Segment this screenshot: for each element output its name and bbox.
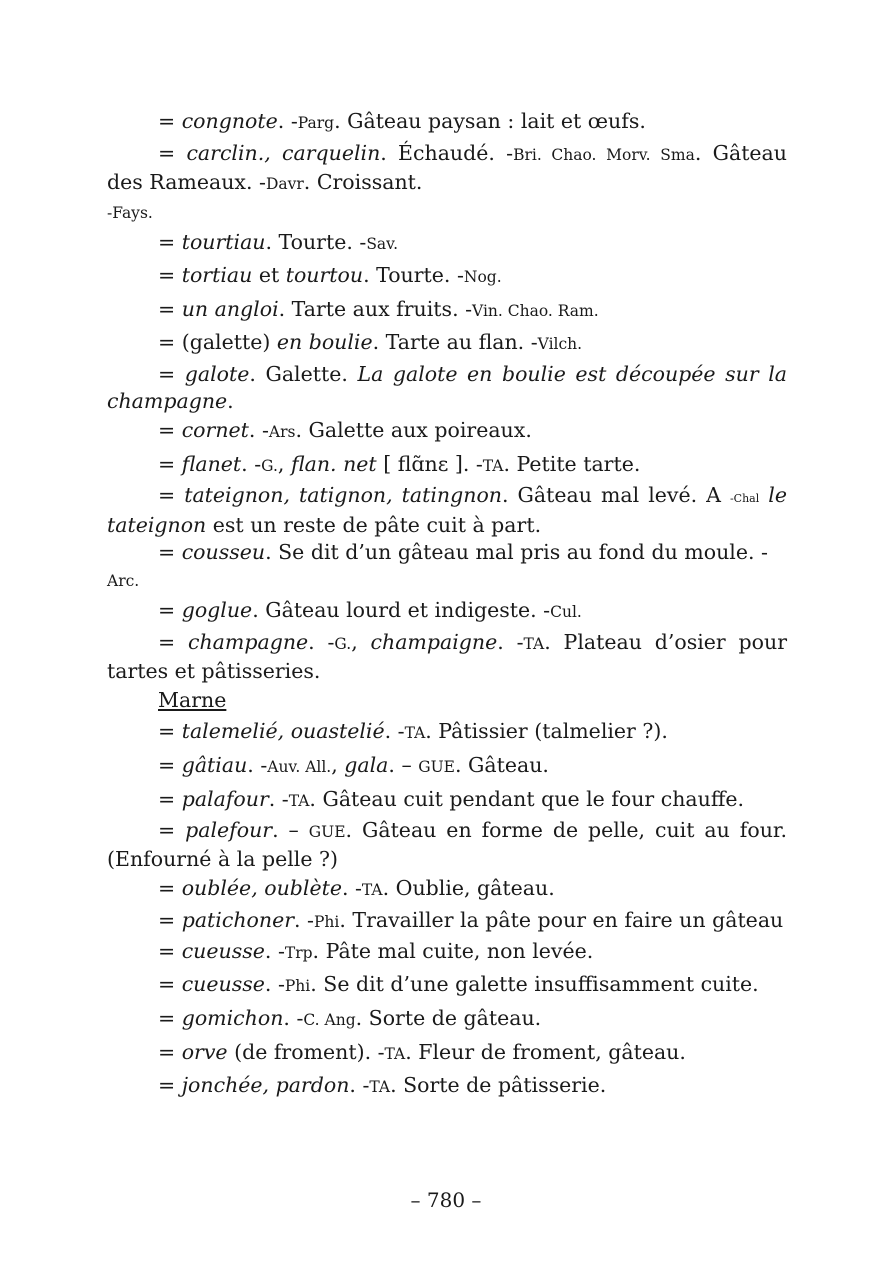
entry-tortiau: = tortiau et tourtou. Tourte. -Nog. (158, 263, 502, 288)
entry-jonchee: = jonchée, pardon. -TA. Sorte de pâtisserie. (158, 1073, 607, 1098)
entry-palafour: = palafour. -TA. Gâteau cuit pendant que le four chauffe. (158, 786, 745, 811)
entry-tateignon: = tateignon, tatignon, tatingnon. Gâteau mal levé. A -Chal le tateignon est un reste de pâte cuit à part. (107, 483, 787, 538)
entry-gatiau: = gâtiau. -Auv. All., gala. – GUE. Gâteau. (158, 752, 549, 777)
region-abbr: TA (369, 1078, 391, 1097)
region-abbr: Sav. (366, 234, 399, 253)
headword: tortiau (181, 263, 253, 288)
entry-orve: = orve (de froment). -TA. Fleur de froment, gâteau. (158, 1039, 686, 1064)
headword: galote (184, 361, 250, 386)
region-abbr: Trp (284, 943, 313, 962)
region-abbr: Vin. Chao. Ram. (472, 301, 599, 320)
region-abbr: GUE (308, 823, 346, 842)
entry-en-boulie: = (galette) en boulie. Tarte au flan. -Vilch. (158, 330, 583, 355)
phonetic: [ flɑ̃nɛ ]. - (376, 451, 483, 476)
entry-cueusse-1: = cueusse. -Trp. Pâte mal cuite, non levée. (158, 938, 594, 963)
headword: tourtou (285, 263, 364, 288)
entry-congnote: = congnote. -Parg. Gâteau paysan : lait et œufs. (158, 109, 646, 133)
region-abbr: C. Ang (303, 1010, 356, 1029)
headword: champagne (188, 629, 309, 654)
region-abbr: TA (404, 724, 426, 743)
region-abbr: Nog. (463, 268, 502, 287)
region-abbr: Phi (284, 977, 311, 996)
headword: patichoner (181, 907, 295, 932)
headword: goglue (181, 598, 253, 623)
region-abbr: G. (261, 456, 278, 475)
headword: gomichon (181, 1005, 284, 1030)
region-abbr: TA (482, 456, 504, 475)
entry-un-angloi: = un angloi. Tarte aux fruits. -Vin. Chao. Ram. (158, 296, 599, 321)
headword: cousseu (181, 540, 266, 565)
headword: congnote (181, 109, 278, 133)
entry-goglue: = goglue. Gâteau lourd et indigeste. -Cul. (158, 598, 582, 623)
headword: le tateignon (107, 483, 787, 538)
entry-gomichon: = gomichon. -C. Ang. Sorte de gâteau. (158, 1005, 542, 1030)
region-abbr: Parg (297, 114, 335, 132)
entry-champagne: = champagne. -G., champaigne. -TA. Plateau d’osier pour tartes et pâtisseries. (107, 629, 787, 683)
page-number: – 780 – (410, 1188, 482, 1212)
entry-cousseu: = cousseu. Se dit d’un gâteau mal pris au fond du moule. - Arc. (107, 540, 768, 591)
region-abbr: Cul. (550, 603, 582, 622)
dictionary-text (107, 106, 787, 1104)
entry-cornet: = cornet. -Ars. Galette aux poireaux. (158, 417, 532, 442)
entry-talemelie: = talemelié, ouastelié. -TA. Pâtissier (talmelier ?). (158, 719, 668, 744)
headword: orve (181, 1039, 228, 1064)
region-abbr: Vilch. (537, 335, 583, 354)
entry-oublee: = oublée, oublète. -TA. Oublie, gâteau. (158, 876, 555, 901)
headword: gâtiau (181, 752, 248, 777)
region-abbr: GUE (418, 757, 455, 776)
headword: gala (344, 752, 389, 777)
headword: jonchée, pardon (181, 1073, 350, 1098)
headword: flanet (181, 451, 242, 476)
entry-flanet: = flanet. -G., flan. net [ flɑ̃nɛ ]. -TA. Petite tarte. (158, 451, 641, 476)
region-abbr: Ars (268, 422, 296, 441)
region-abbr: Phi (313, 912, 340, 931)
region-abbr: Bri. Chao. Morv. Sma (513, 145, 695, 164)
headword: cornet (181, 417, 249, 442)
headword: talemelié, ouastelié (181, 719, 385, 744)
entry-cueusse-2: = cueusse. -Phi. Se dit d’une galette insuffisamment cuite. (158, 972, 759, 997)
entry-galote: = galote. Galette. La galote en boulie est découpée sur la champagne. (107, 361, 787, 413)
region-abbr: TA (288, 791, 310, 810)
entry-palefour: = palefour. – GUE. Gâteau en forme de pelle, cuit au four. (Enfourné à la pelle ?) (107, 818, 787, 872)
region-abbr: -Chal (729, 492, 760, 506)
region-abbr: TA (361, 881, 383, 900)
section-heading-row (107, 685, 787, 717)
region-abbr: Davr (265, 174, 304, 193)
region-abbr: G. (334, 634, 352, 653)
example-sentence: La galote en boulie est découpée sur la champagne (107, 361, 787, 413)
headword: cueusse (181, 972, 265, 997)
entry-patichoner: = patichoner. -Phi. Travailler la pâte pour en faire un gâteau (158, 907, 784, 932)
section-heading: Marne (158, 687, 227, 712)
headword: carclin., carquelin (186, 140, 381, 165)
headword: tateignon, tatignon, tatingnon (184, 483, 502, 508)
region-abbr: Auv. All. (267, 757, 332, 776)
headword: tourtiau (181, 229, 266, 254)
entry-carclin: = carclin., carquelin. Échaudé. -Bri. Chao. Morv. Sma. Gâteau des Rameaux. -Davr. Croissant. -Fays. (107, 140, 787, 222)
entry-tourtiau: = tourtiau. Tourte. -Sav. (158, 229, 399, 254)
headword: palefour (185, 818, 273, 843)
headword: un angloi (181, 296, 279, 321)
region-abbr: TA (384, 1044, 406, 1063)
headword: en boulie (276, 330, 373, 355)
headword: flan. net (290, 451, 377, 476)
headword: oublée, oublète (181, 876, 342, 901)
headword: palafour (181, 786, 269, 811)
headword: champaigne (370, 629, 498, 654)
headword: cueusse (181, 938, 265, 963)
region-abbr: -Fays. (107, 203, 153, 222)
region-abbr: TA (523, 634, 545, 653)
region-abbr: Arc. (107, 572, 140, 591)
